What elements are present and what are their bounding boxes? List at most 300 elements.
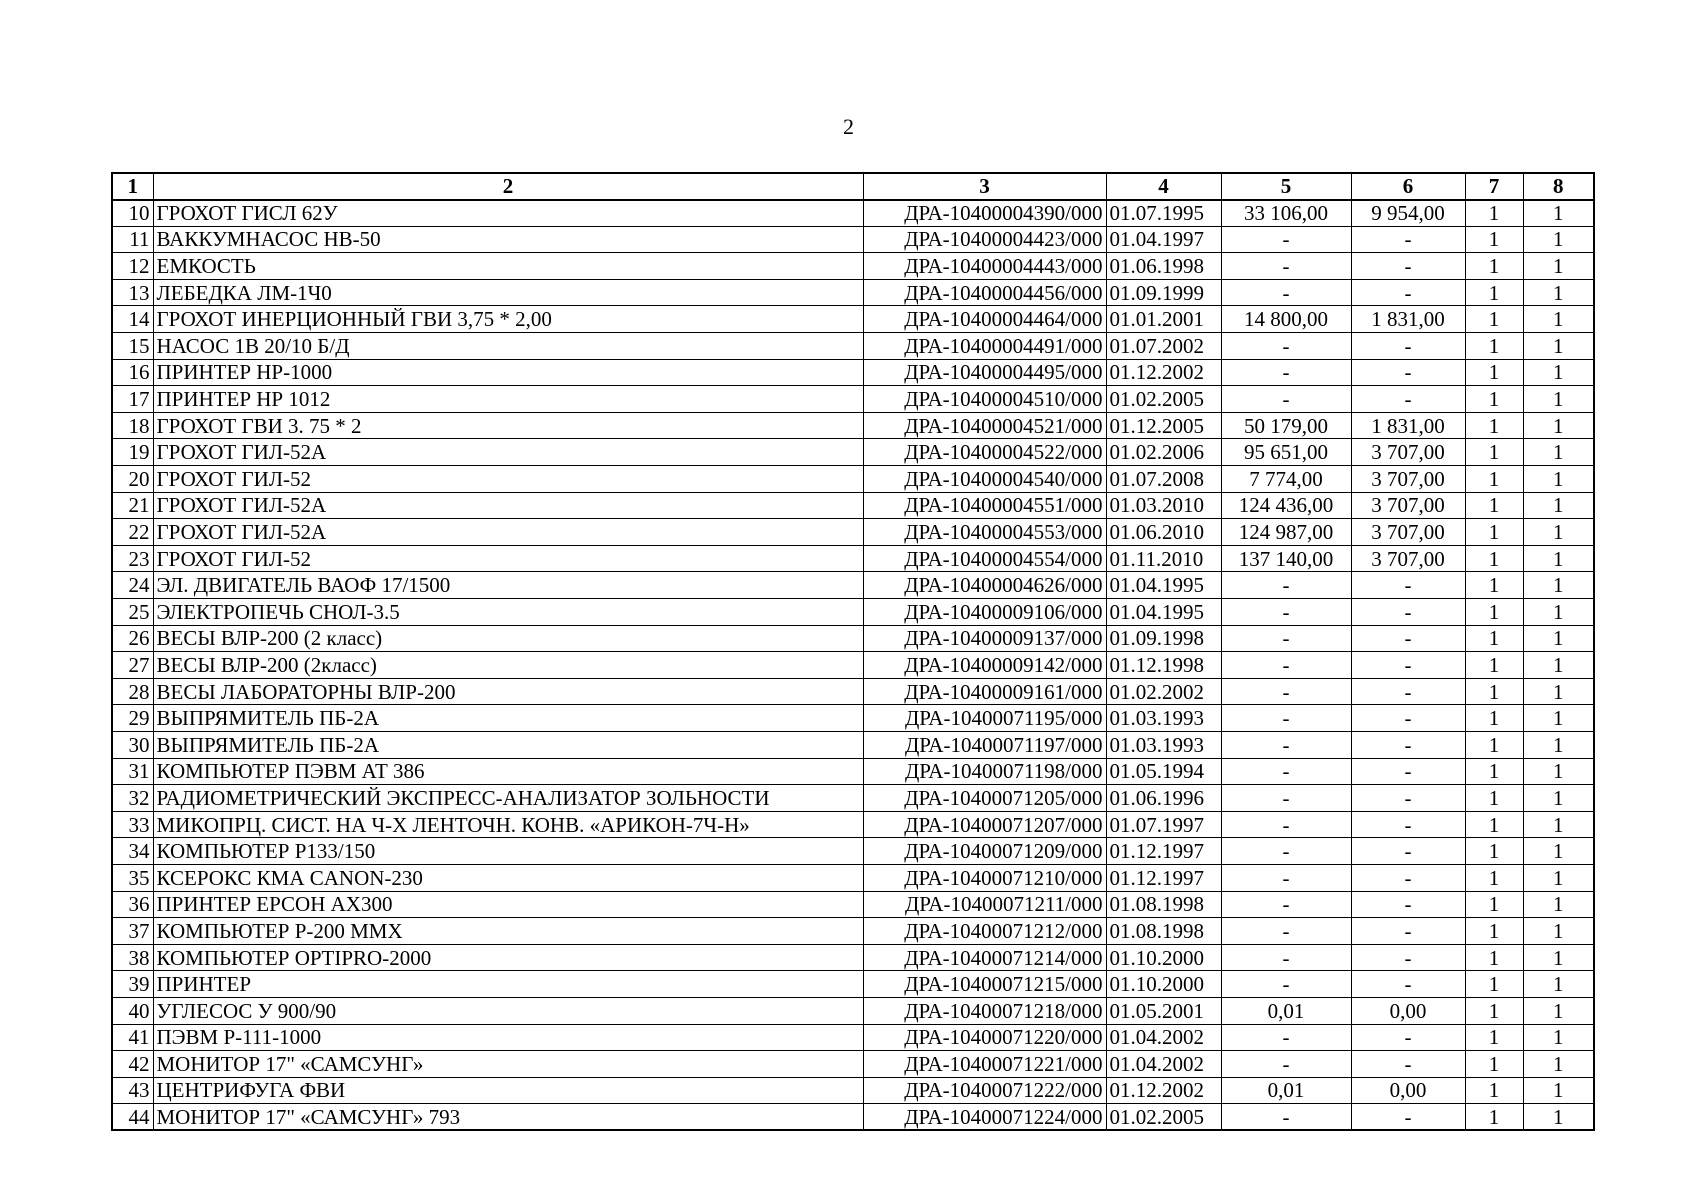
table-row (112, 572, 1594, 599)
quantity-actual-cell: 1 (1523, 226, 1594, 253)
quantity-cell: 1 (1465, 412, 1523, 439)
value-cell: - (1221, 253, 1351, 280)
quantity-cell: 1 (1465, 944, 1523, 971)
inventory-code-cell: ДРА-10400071218/000 (863, 997, 1106, 1024)
row-number-cell: 12 (112, 253, 153, 280)
residual-value-cell: - (1351, 333, 1465, 360)
item-name-cell: ПРИНТЕР НР-1000 (153, 359, 863, 386)
residual-value-cell: 3 707,00 (1351, 439, 1465, 466)
date-cell: 01.02.2005 (1106, 386, 1221, 413)
inventory-code-cell: ДРА-10400004491/000 (863, 333, 1106, 360)
table-row (112, 359, 1594, 386)
quantity-cell: 1 (1465, 253, 1523, 280)
quantity-actual-cell: 1 (1523, 386, 1594, 413)
quantity-actual-cell: 1 (1523, 785, 1594, 812)
table-row (112, 997, 1594, 1024)
table-row (112, 918, 1594, 945)
item-name-cell: ЭЛ. ДВИГАТЕЛЬ ВАОФ 17/1500 (153, 572, 863, 599)
row-number-cell: 35 (112, 864, 153, 891)
residual-value-cell: - (1351, 253, 1465, 280)
inventory-code-cell: ДРА-10400009106/000 (863, 599, 1106, 626)
inventory-code-cell: ДРА-10400071207/000 (863, 811, 1106, 838)
date-cell: 01.12.1997 (1106, 838, 1221, 865)
residual-value-cell: - (1351, 572, 1465, 599)
table-row (112, 652, 1594, 679)
table-row (112, 279, 1594, 306)
residual-value-cell: 3 707,00 (1351, 545, 1465, 572)
quantity-actual-cell: 1 (1523, 253, 1594, 280)
row-number-cell: 42 (112, 1051, 153, 1078)
row-number-cell: 11 (112, 226, 153, 253)
quantity-cell: 1 (1465, 918, 1523, 945)
date-cell: 01.03.1993 (1106, 705, 1221, 732)
residual-value-cell: - (1351, 811, 1465, 838)
date-cell: 01.07.1995 (1106, 200, 1221, 227)
quantity-cell: 1 (1465, 1104, 1523, 1131)
table-row (112, 785, 1594, 812)
quantity-cell: 1 (1465, 838, 1523, 865)
quantity-actual-cell: 1 (1523, 1077, 1594, 1104)
item-name-cell: КОМПЬЮТЕР Р-200 ММХ (153, 918, 863, 945)
residual-value-cell: - (1351, 599, 1465, 626)
quantity-actual-cell: 1 (1523, 519, 1594, 546)
date-cell: 01.09.1998 (1106, 625, 1221, 652)
residual-value-cell: - (1351, 359, 1465, 386)
row-number-cell: 28 (112, 678, 153, 705)
inventory-code-cell: ДРА-10400004495/000 (863, 359, 1106, 386)
inventory-code-cell: ДРА-10400071212/000 (863, 918, 1106, 945)
residual-value-cell: - (1351, 1051, 1465, 1078)
quantity-actual-cell: 1 (1523, 306, 1594, 333)
table-row (112, 519, 1594, 546)
residual-value-cell: 0,00 (1351, 1077, 1465, 1104)
table-row (112, 731, 1594, 758)
inventory-code-cell: ДРА-10400071222/000 (863, 1077, 1106, 1104)
quantity-actual-cell: 1 (1523, 705, 1594, 732)
inventory-code-cell: ДРА-10400004522/000 (863, 439, 1106, 466)
residual-value-cell: - (1351, 944, 1465, 971)
inventory-table (111, 172, 1595, 1131)
row-number-cell: 16 (112, 359, 153, 386)
quantity-actual-cell: 1 (1523, 359, 1594, 386)
date-cell: 01.04.1997 (1106, 226, 1221, 253)
value-cell: - (1221, 359, 1351, 386)
quantity-cell: 1 (1465, 359, 1523, 386)
inventory-code-cell: ДРА-10400004626/000 (863, 572, 1106, 599)
residual-value-cell: - (1351, 918, 1465, 945)
date-cell: 01.12.2002 (1106, 1077, 1221, 1104)
row-number-cell: 26 (112, 625, 153, 652)
table-body (112, 200, 1594, 1131)
table-row (112, 200, 1594, 227)
quantity-cell: 1 (1465, 1024, 1523, 1051)
value-cell: - (1221, 279, 1351, 306)
inventory-code-cell: ДРА-10400071214/000 (863, 944, 1106, 971)
quantity-actual-cell: 1 (1523, 599, 1594, 626)
residual-value-cell: - (1351, 864, 1465, 891)
inventory-code-cell: ДРА-10400004510/000 (863, 386, 1106, 413)
quantity-cell: 1 (1465, 705, 1523, 732)
quantity-actual-cell: 1 (1523, 997, 1594, 1024)
row-number-cell: 19 (112, 439, 153, 466)
item-name-cell: ВЕСЫ ВЛР-200 (2класс) (153, 652, 863, 679)
quantity-cell: 1 (1465, 1077, 1523, 1104)
item-name-cell: ГРОХОТ ИНЕРЦИОННЫЙ ГВИ 3,75 * 2,00 (153, 306, 863, 333)
table-row (112, 944, 1594, 971)
item-name-cell: ВЫПРЯМИТЕЛЬ ПБ-2А (153, 731, 863, 758)
column-header: 4 (1106, 173, 1221, 200)
quantity-actual-cell: 1 (1523, 279, 1594, 306)
row-number-cell: 27 (112, 652, 153, 679)
table-row (112, 333, 1594, 360)
date-cell: 01.10.2000 (1106, 944, 1221, 971)
value-cell: - (1221, 918, 1351, 945)
quantity-actual-cell: 1 (1523, 1051, 1594, 1078)
inventory-code-cell: ДРА-10400004540/000 (863, 466, 1106, 493)
row-number-cell: 15 (112, 333, 153, 360)
date-cell: 01.01.2001 (1106, 306, 1221, 333)
inventory-code-cell: ДРА-10400071220/000 (863, 1024, 1106, 1051)
value-cell: 124 436,00 (1221, 492, 1351, 519)
residual-value-cell: 1 831,00 (1351, 306, 1465, 333)
table-row (112, 705, 1594, 732)
quantity-cell: 1 (1465, 466, 1523, 493)
table-row (112, 253, 1594, 280)
residual-value-cell: 9 954,00 (1351, 200, 1465, 227)
inventory-code-cell: ДРА-10400004456/000 (863, 279, 1106, 306)
date-cell: 01.03.1993 (1106, 731, 1221, 758)
quantity-actual-cell: 1 (1523, 944, 1594, 971)
value-cell: - (1221, 678, 1351, 705)
inventory-code-cell: ДРА-10400004521/000 (863, 412, 1106, 439)
table-row (112, 678, 1594, 705)
residual-value-cell: - (1351, 758, 1465, 785)
value-cell: - (1221, 864, 1351, 891)
quantity-cell: 1 (1465, 971, 1523, 998)
value-cell: 124 987,00 (1221, 519, 1351, 546)
date-cell: 01.02.2005 (1106, 1104, 1221, 1131)
quantity-cell: 1 (1465, 226, 1523, 253)
value-cell: - (1221, 625, 1351, 652)
quantity-cell: 1 (1465, 519, 1523, 546)
value-cell: - (1221, 891, 1351, 918)
quantity-cell: 1 (1465, 758, 1523, 785)
item-name-cell: ПРИНТЕР ЕРСОН АХ300 (153, 891, 863, 918)
value-cell: - (1221, 1104, 1351, 1131)
item-name-cell: МИКОПРЦ. СИСТ. НА Ч-Х ЛЕНТОЧН. КОНВ. «АРИКОН-7Ч-Н» (153, 811, 863, 838)
table-row (112, 864, 1594, 891)
quantity-actual-cell: 1 (1523, 1104, 1594, 1131)
inventory-code-cell: ДРА-10400071195/000 (863, 705, 1106, 732)
row-number-cell: 25 (112, 599, 153, 626)
quantity-cell: 1 (1465, 439, 1523, 466)
table-row (112, 1104, 1594, 1131)
quantity-cell: 1 (1465, 731, 1523, 758)
row-number-cell: 29 (112, 705, 153, 732)
value-cell: - (1221, 785, 1351, 812)
inventory-code-cell: ДРА-10400071224/000 (863, 1104, 1106, 1131)
residual-value-cell: - (1351, 785, 1465, 812)
row-number-cell: 32 (112, 785, 153, 812)
residual-value-cell: - (1351, 705, 1465, 732)
item-name-cell: ЦЕНТРИФУГА ФВИ (153, 1077, 863, 1104)
quantity-cell: 1 (1465, 279, 1523, 306)
row-number-cell: 40 (112, 997, 153, 1024)
date-cell: 01.05.2001 (1106, 997, 1221, 1024)
quantity-cell: 1 (1465, 599, 1523, 626)
date-cell: 01.02.2006 (1106, 439, 1221, 466)
residual-value-cell: 3 707,00 (1351, 466, 1465, 493)
residual-value-cell: - (1351, 652, 1465, 679)
item-name-cell: ВЕСЫ ЛАБОРАТОРНЫ ВЛР-200 (153, 678, 863, 705)
quantity-cell: 1 (1465, 891, 1523, 918)
quantity-actual-cell: 1 (1523, 466, 1594, 493)
quantity-cell: 1 (1465, 333, 1523, 360)
item-name-cell: МОНИТОР 17" «САМСУНГ» (153, 1051, 863, 1078)
date-cell: 01.12.2005 (1106, 412, 1221, 439)
inventory-code-cell: ДРА-10400071205/000 (863, 785, 1106, 812)
row-number-cell: 33 (112, 811, 153, 838)
residual-value-cell: - (1351, 678, 1465, 705)
item-name-cell: ГРОХОТ ГИЛ-52 (153, 545, 863, 572)
item-name-cell: ПРИНТЕР (153, 971, 863, 998)
quantity-cell: 1 (1465, 625, 1523, 652)
item-name-cell: ГРОХОТ ГИЛ-52А (153, 439, 863, 466)
residual-value-cell: - (1351, 226, 1465, 253)
quantity-actual-cell: 1 (1523, 918, 1594, 945)
inventory-code-cell: ДРА-10400071197/000 (863, 731, 1106, 758)
residual-value-cell: - (1351, 625, 1465, 652)
value-cell: 0,01 (1221, 1077, 1351, 1104)
quantity-cell: 1 (1465, 572, 1523, 599)
row-number-cell: 41 (112, 1024, 153, 1051)
residual-value-cell: - (1351, 891, 1465, 918)
table-row (112, 625, 1594, 652)
row-number-cell: 39 (112, 971, 153, 998)
inventory-code-cell: ДРА-10400009137/000 (863, 625, 1106, 652)
item-name-cell: КОМПЬЮТЕР Р133/150 (153, 838, 863, 865)
inventory-code-cell: ДРА-10400004390/000 (863, 200, 1106, 227)
quantity-cell: 1 (1465, 545, 1523, 572)
quantity-actual-cell: 1 (1523, 811, 1594, 838)
date-cell: 01.03.2010 (1106, 492, 1221, 519)
quantity-actual-cell: 1 (1523, 652, 1594, 679)
quantity-actual-cell: 1 (1523, 971, 1594, 998)
date-cell: 01.06.1998 (1106, 253, 1221, 280)
table-row (112, 412, 1594, 439)
item-name-cell: КОМПЬЮТЕР ПЭВМ АТ 386 (153, 758, 863, 785)
quantity-cell: 1 (1465, 200, 1523, 227)
quantity-cell: 1 (1465, 864, 1523, 891)
quantity-actual-cell: 1 (1523, 439, 1594, 466)
item-name-cell: КСЕРОКС КМА CANON-230 (153, 864, 863, 891)
table-row (112, 758, 1594, 785)
item-name-cell: КОМПЬЮТЕР OPTIPRO-2000 (153, 944, 863, 971)
quantity-actual-cell: 1 (1523, 891, 1594, 918)
column-header: 1 (112, 173, 153, 200)
column-header: 5 (1221, 173, 1351, 200)
quantity-cell: 1 (1465, 1051, 1523, 1078)
item-name-cell: УГЛЕСОС У 900/90 (153, 997, 863, 1024)
item-name-cell: ЕМКОСТЬ (153, 253, 863, 280)
column-header: 6 (1351, 173, 1465, 200)
inventory-code-cell: ДРА-10400071215/000 (863, 971, 1106, 998)
item-name-cell: РАДИОМЕТРИЧЕСКИЙ ЭКСПРЕСС-АНАЛИЗАТОР ЗОЛЬНОСТИ (153, 785, 863, 812)
quantity-actual-cell: 1 (1523, 200, 1594, 227)
residual-value-cell: - (1351, 971, 1465, 998)
table-row (112, 1077, 1594, 1104)
residual-value-cell: - (1351, 1024, 1465, 1051)
table-row (112, 891, 1594, 918)
row-number-cell: 14 (112, 306, 153, 333)
table-row (112, 599, 1594, 626)
value-cell: - (1221, 386, 1351, 413)
table-row (112, 466, 1594, 493)
row-number-cell: 17 (112, 386, 153, 413)
date-cell: 01.02.2002 (1106, 678, 1221, 705)
item-name-cell: ПЭВМ Р-111-1000 (153, 1024, 863, 1051)
table-row (112, 971, 1594, 998)
inventory-code-cell: ДРА-10400004553/000 (863, 519, 1106, 546)
inventory-code-cell: ДРА-10400071198/000 (863, 758, 1106, 785)
table-row (112, 1051, 1594, 1078)
date-cell: 01.12.2002 (1106, 359, 1221, 386)
item-name-cell: ВЕСЫ ВЛР-200 (2 класс) (153, 625, 863, 652)
date-cell: 01.04.2002 (1106, 1051, 1221, 1078)
table-row (112, 226, 1594, 253)
inventory-code-cell: ДРА-10400009161/000 (863, 678, 1106, 705)
table-row (112, 1024, 1594, 1051)
row-number-cell: 21 (112, 492, 153, 519)
inventory-code-cell: ДРА-10400009142/000 (863, 652, 1106, 679)
row-number-cell: 13 (112, 279, 153, 306)
value-cell: 0,01 (1221, 997, 1351, 1024)
row-number-cell: 38 (112, 944, 153, 971)
row-number-cell: 18 (112, 412, 153, 439)
row-number-cell: 22 (112, 519, 153, 546)
residual-value-cell: - (1351, 838, 1465, 865)
value-cell: 7 774,00 (1221, 466, 1351, 493)
quantity-cell: 1 (1465, 997, 1523, 1024)
date-cell: 01.08.1998 (1106, 891, 1221, 918)
residual-value-cell: 0,00 (1351, 997, 1465, 1024)
table-row (112, 545, 1594, 572)
residual-value-cell: - (1351, 279, 1465, 306)
inventory-code-cell: ДРА-10400004464/000 (863, 306, 1106, 333)
quantity-cell: 1 (1465, 785, 1523, 812)
page-number: 2 (843, 114, 854, 139)
table-row (112, 386, 1594, 413)
item-name-cell: ВЫПРЯМИТЕЛЬ ПБ-2А (153, 705, 863, 732)
date-cell: 01.10.2000 (1106, 971, 1221, 998)
item-name-cell: ГРОХОТ ГИЛ-52А (153, 492, 863, 519)
item-name-cell: ГРОХОТ ГИЛ-52 (153, 466, 863, 493)
item-name-cell: ВАККУМНАСОС НВ-50 (153, 226, 863, 253)
item-name-cell: ЭЛЕКТРОПЕЧЬ СНОЛ-3.5 (153, 599, 863, 626)
quantity-actual-cell: 1 (1523, 1024, 1594, 1051)
column-header: 3 (863, 173, 1106, 200)
quantity-actual-cell: 1 (1523, 864, 1594, 891)
quantity-actual-cell: 1 (1523, 678, 1594, 705)
row-number-cell: 44 (112, 1104, 153, 1131)
table-row (112, 306, 1594, 333)
quantity-cell: 1 (1465, 306, 1523, 333)
column-header: 2 (153, 173, 863, 200)
value-cell: - (1221, 758, 1351, 785)
date-cell: 01.12.1998 (1106, 652, 1221, 679)
value-cell: 14 800,00 (1221, 306, 1351, 333)
date-cell: 01.04.1995 (1106, 572, 1221, 599)
value-cell: 137 140,00 (1221, 545, 1351, 572)
table-header-row (112, 173, 1594, 200)
date-cell: 01.04.2002 (1106, 1024, 1221, 1051)
quantity-actual-cell: 1 (1523, 758, 1594, 785)
item-name-cell: НАСОС 1В 20/10 Б/Д (153, 333, 863, 360)
date-cell: 01.09.1999 (1106, 279, 1221, 306)
value-cell: - (1221, 731, 1351, 758)
value-cell: - (1221, 599, 1351, 626)
value-cell: - (1221, 572, 1351, 599)
table-row (112, 439, 1594, 466)
item-name-cell: ГРОХОТ ГИСЛ 62У (153, 200, 863, 227)
date-cell: 01.07.1997 (1106, 811, 1221, 838)
row-number-cell: 43 (112, 1077, 153, 1104)
inventory-code-cell: ДРА-10400071211/000 (863, 891, 1106, 918)
column-header: 7 (1465, 173, 1523, 200)
date-cell: 01.06.1996 (1106, 785, 1221, 812)
value-cell: - (1221, 838, 1351, 865)
residual-value-cell: - (1351, 386, 1465, 413)
row-number-cell: 23 (112, 545, 153, 572)
quantity-actual-cell: 1 (1523, 545, 1594, 572)
item-name-cell: ГРОХОТ ГИЛ-52А (153, 519, 863, 546)
quantity-actual-cell: 1 (1523, 731, 1594, 758)
table-row (112, 838, 1594, 865)
item-name-cell: ПРИНТЕР НР 1012 (153, 386, 863, 413)
row-number-cell: 37 (112, 918, 153, 945)
date-cell: 01.07.2002 (1106, 333, 1221, 360)
quantity-cell: 1 (1465, 386, 1523, 413)
date-cell: 01.04.1995 (1106, 599, 1221, 626)
table-row (112, 492, 1594, 519)
inventory-code-cell: ДРА-10400071209/000 (863, 838, 1106, 865)
row-number-cell: 30 (112, 731, 153, 758)
item-name-cell: ЛЕБЕДКА ЛМ-1Ч0 (153, 279, 863, 306)
inventory-code-cell: ДРА-10400071221/000 (863, 1051, 1106, 1078)
value-cell: - (1221, 944, 1351, 971)
value-cell: 33 106,00 (1221, 200, 1351, 227)
value-cell: - (1221, 226, 1351, 253)
inventory-code-cell: ДРА-10400004423/000 (863, 226, 1106, 253)
value-cell: 50 179,00 (1221, 412, 1351, 439)
value-cell: - (1221, 971, 1351, 998)
quantity-actual-cell: 1 (1523, 838, 1594, 865)
inventory-code-cell: ДРА-10400071210/000 (863, 864, 1106, 891)
value-cell: - (1221, 705, 1351, 732)
quantity-cell: 1 (1465, 678, 1523, 705)
column-header: 8 (1523, 173, 1594, 200)
quantity-actual-cell: 1 (1523, 333, 1594, 360)
inventory-code-cell: ДРА-10400004551/000 (863, 492, 1106, 519)
residual-value-cell: - (1351, 731, 1465, 758)
item-name-cell: МОНИТОР 17" «САМСУНГ» 793 (153, 1104, 863, 1131)
quantity-cell: 1 (1465, 492, 1523, 519)
value-cell: - (1221, 811, 1351, 838)
residual-value-cell: 3 707,00 (1351, 519, 1465, 546)
date-cell: 01.07.2008 (1106, 466, 1221, 493)
date-cell: 01.08.1998 (1106, 918, 1221, 945)
row-number-cell: 36 (112, 891, 153, 918)
